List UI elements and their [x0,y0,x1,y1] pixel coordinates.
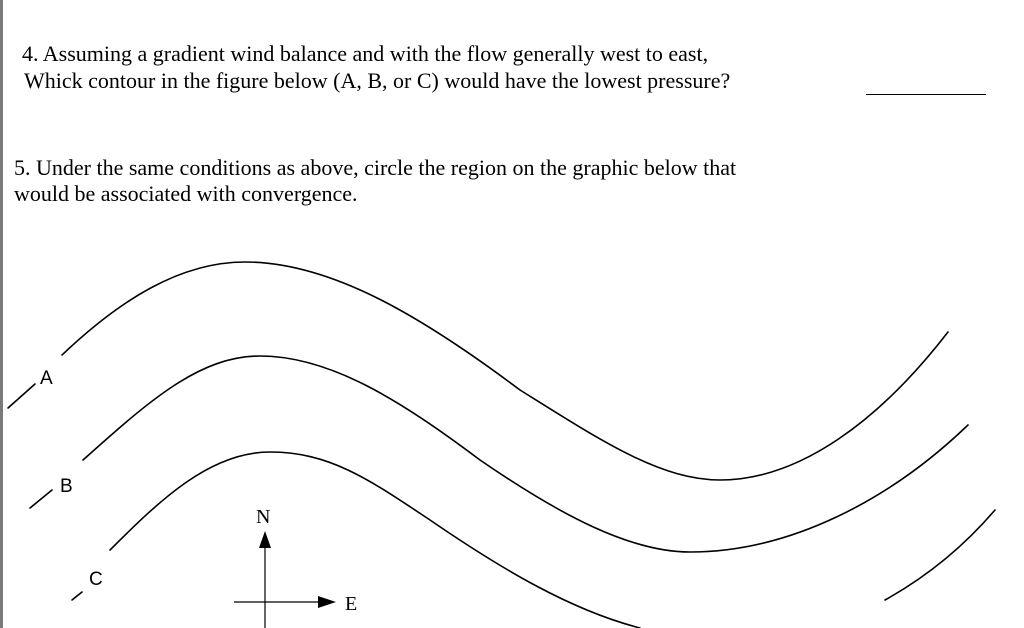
contour-c-lead-segment [72,592,82,600]
question-5-line-1: 5. Under the same conditions as above, circle the region on the graphic below that [14,155,737,180]
compass-label-north: N [256,506,271,528]
question-4-line-2: Whick contour in the figure below (A, B, or C) would have the lowest pressure? [24,68,731,93]
contour-a [62,262,948,480]
north-arrow-icon [259,531,271,548]
contour-b-lead-segment [30,490,52,508]
question-4-line-1: 4. Assuming a gradient wind balance and with the flow generally west to east, [22,41,709,66]
contour-label-a: A [40,368,53,389]
contour-label-b: B [60,476,73,497]
east-arrow-icon [318,596,336,608]
contour-c-right [885,510,995,600]
contour-b [83,356,968,552]
contour-label-c: C [89,569,103,590]
compass-label-east: E [345,593,358,615]
question-5-line-2: would be associated with convergence. [14,181,358,206]
compass [234,506,357,628]
contour-c [110,452,640,628]
contour-a-lead-segment [8,384,35,408]
